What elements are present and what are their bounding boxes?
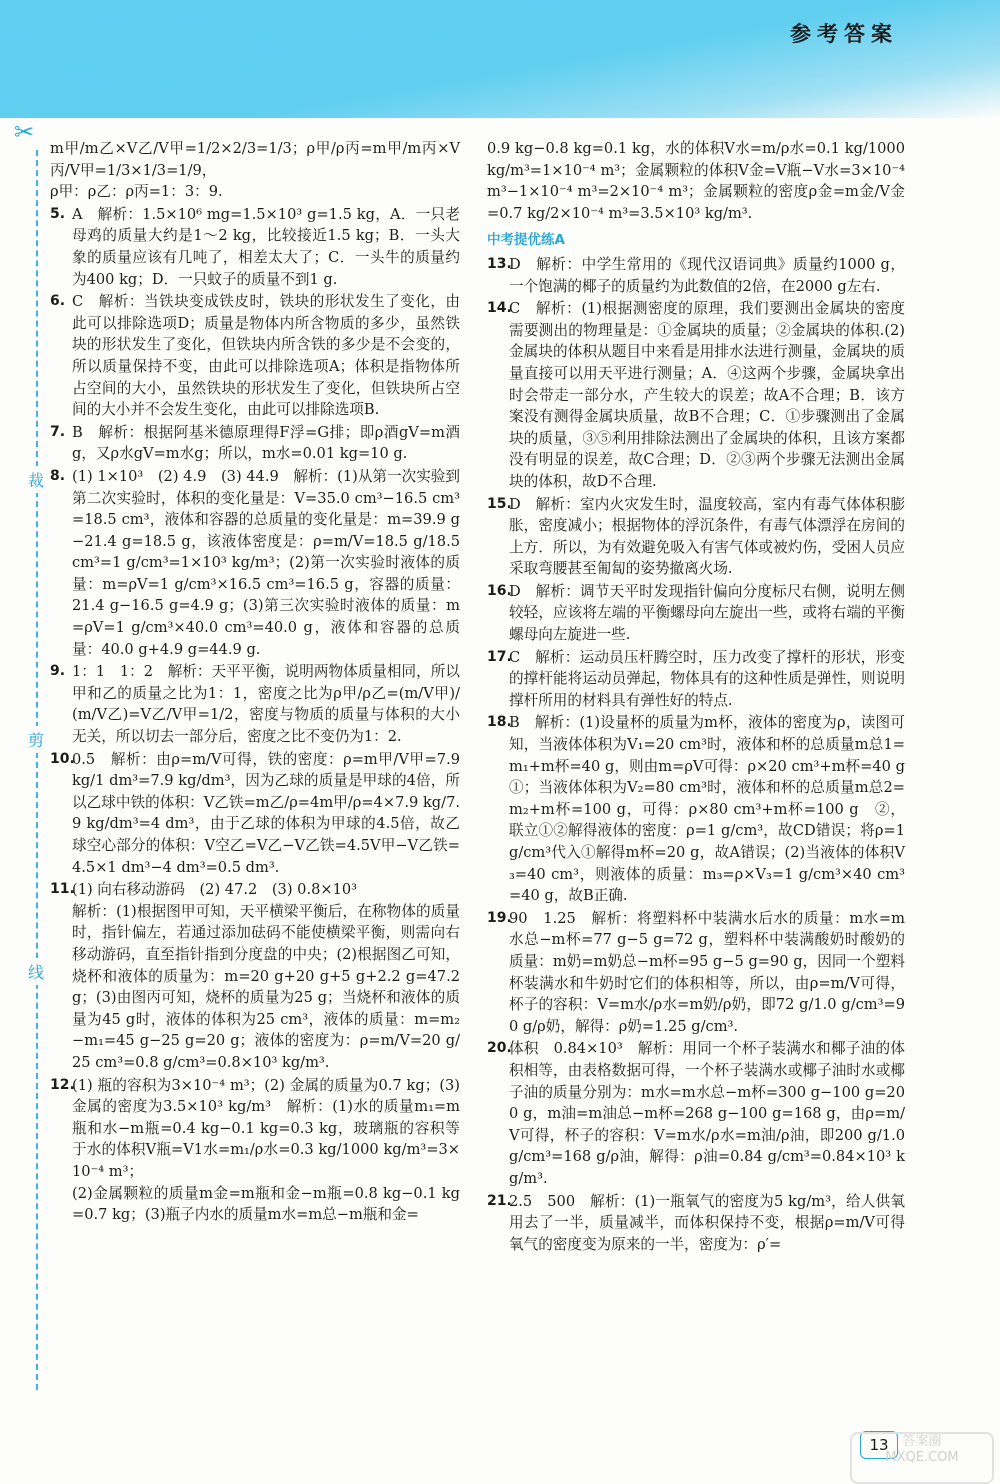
answer-text	[487, 138, 905, 224]
answer-text	[72, 749, 460, 879]
answer-line: B 解析：(1)设量杯的质量为m杯，液体的密度为ρ，读图可知，当液体体积为V₁=20 cm³时，液体和杯的总质量m总1=m₁+m杯=40 g，则由m=ρV可得：ρ×20 cm³+m杯=40 g ①；当液体体积为V₂=80 cm³时，液体和杯的总质量m总2=m₂+m杯=100 g，可得：ρ×80 cm³+m杯=100 g ②，联立①②解得液体的密度：ρ=1 g/cm³，故CD错误；将ρ=1 g/cm³代入①解得m杯=20 g，故A错误；(2)当液体的体积V₃=40 cm³，则液体的质量：m₃=ρ×V₃=1 g/cm³×40 cm³=40 g，故B正确.	[509, 714, 920, 905]
question-number: 15.	[487, 495, 512, 512]
question-number: 14.	[487, 300, 512, 317]
answer-item	[50, 466, 460, 660]
question-number: 12.	[50, 1076, 75, 1093]
answer-item	[50, 291, 460, 421]
answer-line: A 解析：1.5×10⁶ mg=1.5×10³ g=1.5 kg，A．一只老母鸡的质量大约是1～2 kg，比较接近1.5 kg；B．一头大象的质量应该有几吨了，相差太大了；C．一头牛的质量约为400 kg；D．一只蚊子的质量不到1 g.	[72, 205, 460, 288]
question-number: 7.	[50, 423, 66, 440]
answer-text	[509, 581, 905, 646]
question-number: 13.	[487, 255, 512, 272]
answer-item	[487, 254, 905, 297]
answer-text	[509, 1191, 905, 1256]
answer-item	[487, 1038, 905, 1189]
answer-item	[487, 138, 905, 224]
question-number: 11.	[50, 881, 75, 898]
answer-text	[509, 298, 905, 492]
answer-line: 解析：(1)根据图甲可知，天平横梁平衡后，在称物体的质量时，指针偏左，若通过添加砝码不能使横梁平衡，则需向右移动游码，直至指针指到分度盘的中央；(2)根据图乙可知，烧杯和液体的质量为：m=20 g+20 g+5 g+2.2 g=47.2 g；(3)由图丙可知，烧杯的质量为25 g；当烧杯和液体的质量为45 g时，液体的体积为25 cm³，液体的质量：m=m₂−m₁=45 g−25 g=20 g；液体的密度为：ρ=m/V=20 g/25 cm³=0.8 g/cm³=0.8×10³ kg/m³.	[72, 902, 460, 1071]
answer-text	[509, 494, 905, 580]
scissors-icon: ✂	[14, 118, 35, 146]
answer-text	[509, 254, 905, 297]
answer-line: D 解析：调节天平时发现指针偏向分度标尺右侧，说明左侧较轻，应该将左端的平衡螺母向左旋出一些，或将右端的平衡螺母向左旋进一些.	[509, 582, 905, 644]
answer-line: m甲/m乙×V乙/V甲=1/2×2/3=1/3；ρ甲/ρ丙=m甲/m丙×V丙/V甲=1/3×1/3=1/9，	[50, 140, 460, 179]
cut-label: 剪	[28, 726, 44, 753]
answer-line: 体积 0.84×10³ 解析：用同一个杯子装满水和椰子油的体积相等，由表格数据可得，一个杯子装满水或椰子油时水或椰子油的质量分别为：m水=m水总−m杯=300 g−100 g=200 g，m油=m油总−m杯=268 g−100 g=168 g，由ρ=m/V可得，杯子的容积：V=m水/ρ水=m油/ρ油，即200 g/1.0 g/cm³=168 g/ρ油，解得：ρ油=0.84 g/cm³=0.84×10³ kg/m³.	[509, 1040, 905, 1187]
answer-line: 1：1 1：2 解析：天平平衡，说明两物体质量相同，所以甲和乙的质量之比为1：1，密度之比为ρ甲/ρ乙=(m/V甲)/(m/V乙)=V乙/V甲=1/2，密度与物质的质量与体积的大小无关，所以切去一部分后，密度之比不变仍为1：2.	[72, 663, 460, 746]
page-title: 参考答案	[790, 22, 898, 46]
section-heading: 中考提优练A	[487, 232, 565, 249]
header-banner	[0, 0, 1000, 118]
question-number: 20.	[487, 1040, 512, 1057]
answer-text	[509, 647, 905, 712]
question-number: 6.	[50, 293, 66, 310]
answer-text	[72, 422, 460, 465]
question-number: 19.	[487, 909, 512, 926]
page-number: 13	[860, 1431, 898, 1459]
answer-line: (1) 1×10³ (2) 4.9 (3) 44.9 解析：(1)从第一次实验到第二次实验时，体积的变化量是：V=35.0 cm³−16.5 cm³=18.5 cm³，液体和容器的总质量的变化量是：m=39.9 g−21.4 g=18.5 g，该液体密度是：ρ=m/V=18.5 g/18.5 cm³=1 g/cm³=1×10³ kg/m³；(2)第一次实验时液体的质量：m=ρV=1 g/cm³×16.5 cm³=16.5 g，容器的质量：21.4 g−16.5 g=4.9 g；(3)第三次实验时液体的质量：m=ρV=1 g/cm³×40.0 cm³=40.0 g，液体和容器的总质量：40.0 g+4.9 g=44.9 g.	[72, 467, 460, 658]
watermark-logo: 答案圈 MXQE.COM	[850, 1432, 994, 1484]
answer-text	[72, 661, 460, 747]
answer-line: 2.5 500 解析：(1)一瓶氧气的密度为5 kg/m³，给人供氧用去了一半，质量减半，而体积保持不变，根据ρ=m/V可得氧气的密度变为原来的一半，密度为：ρ′=	[509, 1192, 905, 1253]
answer-text	[72, 291, 460, 421]
answer-line: D 解析：中学生常用的《现代汉语词典》质量约1000 g，一个饱满的椰子的质量约为此数值的2倍，在2000 g左右.	[509, 255, 905, 295]
answer-line: 0.9 kg−0.8 kg=0.1 kg，水的体积V水=m/ρ水=0.1 kg/1000 kg/m³=1×10⁻⁴ m³；金属颗粒的体积V金=V瓶−V水=3×10⁻⁴ m³−1×10⁻⁴ m³=2×10⁻⁴ m³；金属颗粒的密度ρ金=m金/V金=0.7 kg/2×10⁻⁴ m³=3.5×10³ kg/m³.	[487, 140, 905, 222]
answer-line: (2)金属颗粒的质量m金=m瓶和金−m瓶=0.8 kg−0.1 kg=0.7 kg；(3)瓶子内水的质量m水=m总−m瓶和金=	[72, 1184, 460, 1224]
answer-line: (1) 向右移动游码 (2) 47.2 (3) 0.8×10³	[72, 881, 358, 899]
answer-item	[50, 879, 460, 1073]
question-number: 8.	[50, 467, 66, 484]
question-number: 5.	[50, 205, 66, 222]
answer-text	[72, 204, 460, 290]
right-answer-column	[487, 138, 920, 1256]
answer-line: C 解析：(1)根据测密度的原理，我们要测出金属块的密度需要测出的物理量是：①金属块的质量；②金属块的体积.(2)金属块的体积从题目中来看是用排水法进行测量，金属块的质量直接可以用天平进行测量；A．④这两个步骤，金属块拿出时会带走一部分水，产生较大的误差；故A不合理；B．该方案没有测得金属块质量，故B不合理；C．①步骤测出了金属块的质量，③⑤利用排除法测出了金属块的体积，且该方案都没有明显的误差，故C合理；D．②③两个步骤无法测出金属块的体积，故D不合理.	[509, 300, 905, 490]
answer-line: D 解析：室内火灾发生时，温度较高，室内有毒气体体积膨胀，密度减小；根据物体的浮沉条件，有毒气体漂浮在房间的上方．所以，为有效避免吸入有害气体或被灼伤，受困人员应采取弯腰甚至匍匐的姿势撤离火场.	[509, 495, 905, 578]
cut-line	[36, 150, 38, 1390]
question-number: 18.	[487, 714, 512, 731]
question-number: 10.	[50, 750, 75, 767]
answer-text	[72, 1075, 460, 1226]
answer-item	[487, 1191, 905, 1256]
left-answer-column	[50, 138, 460, 1227]
answer-line: 0.5 解析：由ρ=m/V可得，铁的密度：ρ=m甲/V甲=7.9 kg/1 dm³=7.9 kg/dm³，因为乙球的质量是甲球的4倍，所以乙球中铁的体积：V乙铁=m乙/ρ=4m甲/ρ=4×7.9 kg/7.9 kg/dm³=4 dm³，由于乙球的体积为甲球的4.5倍，故乙球空心部分的体积：V空乙=V乙−V乙铁=4.5V甲−V乙铁=4.5×1 dm³−4 dm³=0.5 dm³.	[72, 750, 460, 876]
answer-item	[487, 712, 920, 906]
answer-line: (1) 瓶的容积为3×10⁻⁴ m³；(2) 金属的质量为0.7 kg；(3) 金属的密度为3.5×10³ kg/m³ 解析：(1)水的质量m₁=m瓶和水−m瓶=0.4 kg−0.1 kg=0.3 kg，玻璃瓶的容积等于水的体积V瓶=V1水=m₁/ρ水=0.3 kg/1000 kg/m³=3×10⁻⁴ m³；	[72, 1076, 460, 1180]
answer-text	[72, 879, 460, 1073]
answer-item	[50, 422, 460, 465]
answer-line: 90 1.25 解析：将塑料杯中装满水后水的质量：m水=m水总−m杯=77 g−5 g=72 g，塑料杯中装满酸奶时酸奶的质量：m奶=m奶总−m杯=95 g−5 g=90 g，因同一个塑料杯装满水和牛奶时它们的体积相等，所以，由ρ=m/V可得，杯子的容积：V=m水/ρ水=m奶/ρ奶，即72 g/1.0 g/cm³=90 g/ρ奶，解得：ρ奶=1.25 g/cm³.	[509, 909, 905, 1035]
question-number: 16.	[487, 582, 512, 599]
answer-item	[50, 204, 460, 290]
answer-line: C 解析：运动员压杆腾空时，压力改变了撑杆的形状，形变的撑杆能将运动员弹起，物体具有的这种性质是弹性，则说明撑杆所用的材料具有弹性好的特点.	[509, 648, 905, 709]
answer-item	[50, 1075, 460, 1226]
answer-text	[509, 1038, 905, 1189]
cut-label: 线	[28, 958, 44, 985]
answer-line: C 解析：当铁块变成铁皮时，铁块的形状发生了变化，由此可以排除选项D；质量是物体内所含物质的多少，虽然铁块的形状发生了变化，但铁块内所含铁的多少是不会变的，所以质量保持不变，由此可以排除选项A；体积是指物体所占空间的大小，虽然铁块的形状发生了变化，但铁块所占空间的大小并不会发生变化，由此可以排除选项B.	[72, 293, 460, 419]
question-number: 17.	[487, 648, 512, 665]
answer-text	[509, 712, 920, 906]
answer-text	[509, 908, 905, 1038]
question-number: 9.	[50, 663, 66, 680]
answer-item	[487, 908, 905, 1038]
answer-item	[50, 661, 460, 747]
answer-item	[487, 647, 905, 712]
answer-item	[487, 581, 905, 646]
answer-item	[487, 494, 905, 580]
question-number: 21.	[487, 1192, 512, 1209]
answer-item	[50, 138, 460, 203]
answer-text	[50, 138, 460, 203]
answer-line: ρ甲：ρ乙：ρ丙=1：3：9.	[50, 183, 223, 201]
answer-line: B 解析：根据阿基米德原理得F浮=G排；即ρ酒gV=m酒g，又ρ水gV=m水g；所以，m水=0.01 kg=10 g.	[72, 423, 460, 463]
answer-text	[72, 466, 460, 660]
answer-item	[487, 298, 905, 492]
cut-label: 裁	[28, 466, 44, 493]
answer-item	[50, 749, 460, 879]
